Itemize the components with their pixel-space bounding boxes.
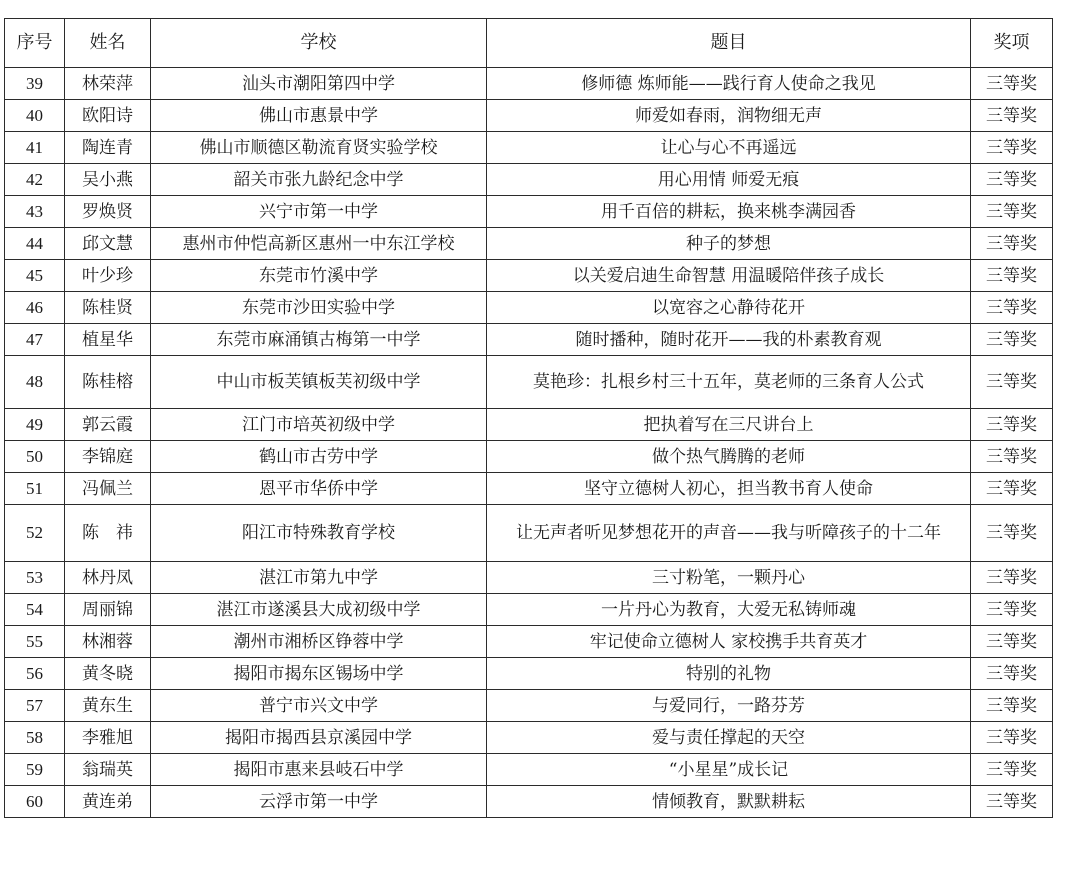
person-name: 黄连弟 — [65, 786, 151, 818]
essay-title: 让心与心不再遥远 — [487, 132, 971, 164]
table-row — [5, 658, 1053, 690]
award-level: 三等奖 — [971, 409, 1053, 441]
award-level: 三等奖 — [971, 505, 1053, 562]
table-row — [5, 722, 1053, 754]
essay-title: 与爱同行，一路芬芳 — [487, 690, 971, 722]
school-name: 汕头市潮阳第四中学 — [151, 68, 487, 100]
row-number: 47 — [5, 324, 65, 356]
school-name: 湛江市遂溪县大成初级中学 — [151, 594, 487, 626]
row-number: 39 — [5, 68, 65, 100]
school-name: 揭阳市揭东区锡场中学 — [151, 658, 487, 690]
person-name: 李锦庭 — [65, 441, 151, 473]
row-number: 60 — [5, 786, 65, 818]
school-name: 普宁市兴文中学 — [151, 690, 487, 722]
person-name: 林湘蓉 — [65, 626, 151, 658]
school-name: 阳江市特殊教育学校 — [151, 505, 487, 562]
school-name: 惠州市仲恺高新区惠州一中东江学校 — [151, 228, 487, 260]
school-name: 云浮市第一中学 — [151, 786, 487, 818]
row-number: 40 — [5, 100, 65, 132]
person-name: 林丹凤 — [65, 562, 151, 594]
award-level: 三等奖 — [971, 324, 1053, 356]
table-row — [5, 228, 1053, 260]
award-level: 三等奖 — [971, 562, 1053, 594]
school-name: 潮州市湘桥区铮蓉中学 — [151, 626, 487, 658]
person-name: 周丽锦 — [65, 594, 151, 626]
row-number: 42 — [5, 164, 65, 196]
school-name: 东莞市麻涌镇古梅第一中学 — [151, 324, 487, 356]
essay-title: 特别的礼物 — [487, 658, 971, 690]
award-level: 三等奖 — [971, 594, 1053, 626]
row-number: 54 — [5, 594, 65, 626]
table-row — [5, 324, 1053, 356]
school-name: 恩平市华侨中学 — [151, 473, 487, 505]
essay-title: 修师德 炼师能——践行育人使命之我见 — [487, 68, 971, 100]
header-name: 姓名 — [65, 19, 151, 68]
essay-title: 牢记使命立德树人 家校携手共育英才 — [487, 626, 971, 658]
award-level: 三等奖 — [971, 722, 1053, 754]
school-name: 揭阳市惠来县岐石中学 — [151, 754, 487, 786]
essay-title: “小星星”成长记 — [487, 754, 971, 786]
person-name: 罗焕贤 — [65, 196, 151, 228]
table-header-row — [5, 19, 1053, 68]
row-number: 53 — [5, 562, 65, 594]
award-level: 三等奖 — [971, 68, 1053, 100]
school-name: 揭阳市揭西县京溪园中学 — [151, 722, 487, 754]
person-name: 植星华 — [65, 324, 151, 356]
school-name: 中山市板芙镇板芙初级中学 — [151, 356, 487, 409]
table-row — [5, 132, 1053, 164]
award-list-sheet — [4, 18, 1052, 818]
header-school: 学校 — [151, 19, 487, 68]
table-row — [5, 196, 1053, 228]
person-name: 黄东生 — [65, 690, 151, 722]
row-number: 52 — [5, 505, 65, 562]
person-name: 翁瑞英 — [65, 754, 151, 786]
table-body — [5, 68, 1053, 818]
award-level: 三等奖 — [971, 164, 1053, 196]
person-name: 黄冬晓 — [65, 658, 151, 690]
award-level: 三等奖 — [971, 292, 1053, 324]
essay-title: 以宽容之心静待花开 — [487, 292, 971, 324]
person-name: 冯佩兰 — [65, 473, 151, 505]
person-name: 陈桂榕 — [65, 356, 151, 409]
table-row — [5, 690, 1053, 722]
row-number: 45 — [5, 260, 65, 292]
essay-title: 一片丹心为教育，大爱无私铸师魂 — [487, 594, 971, 626]
award-level: 三等奖 — [971, 658, 1053, 690]
award-level: 三等奖 — [971, 626, 1053, 658]
school-name: 佛山市惠景中学 — [151, 100, 487, 132]
person-name: 叶少珍 — [65, 260, 151, 292]
person-name: 邱文慧 — [65, 228, 151, 260]
school-name: 鹤山市古劳中学 — [151, 441, 487, 473]
award-level: 三等奖 — [971, 754, 1053, 786]
school-name: 江门市培英初级中学 — [151, 409, 487, 441]
person-name: 陈桂贤 — [65, 292, 151, 324]
header-no: 序号 — [5, 19, 65, 68]
table-row — [5, 754, 1053, 786]
table-row — [5, 409, 1053, 441]
row-number: 48 — [5, 356, 65, 409]
row-number: 44 — [5, 228, 65, 260]
row-number: 58 — [5, 722, 65, 754]
essay-title: 随时播种，随时花开——我的朴素教育观 — [487, 324, 971, 356]
essay-title: 让无声者听见梦想花开的声音——我与听障孩子的十二年 — [487, 505, 971, 562]
essay-title: 做个热气腾腾的老师 — [487, 441, 971, 473]
table-row — [5, 786, 1053, 818]
award-level: 三等奖 — [971, 228, 1053, 260]
table-row — [5, 68, 1053, 100]
row-number: 50 — [5, 441, 65, 473]
school-name: 湛江市第九中学 — [151, 562, 487, 594]
table-row — [5, 441, 1053, 473]
table-row — [5, 356, 1053, 409]
award-level: 三等奖 — [971, 196, 1053, 228]
row-number: 56 — [5, 658, 65, 690]
award-table — [4, 18, 1053, 818]
person-name: 李雅旭 — [65, 722, 151, 754]
school-name: 佛山市顺德区勒流育贤实验学校 — [151, 132, 487, 164]
school-name: 东莞市竹溪中学 — [151, 260, 487, 292]
award-level: 三等奖 — [971, 441, 1053, 473]
person-name: 林荣萍 — [65, 68, 151, 100]
essay-title: 爱与责任撑起的天空 — [487, 722, 971, 754]
essay-title: 莫艳珍：扎根乡村三十五年，莫老师的三条育人公式 — [487, 356, 971, 409]
table-row — [5, 505, 1053, 562]
row-number: 46 — [5, 292, 65, 324]
table-row — [5, 292, 1053, 324]
essay-title: 坚守立德树人初心，担当教书育人使命 — [487, 473, 971, 505]
row-number: 49 — [5, 409, 65, 441]
header-award: 奖项 — [971, 19, 1053, 68]
essay-title: 种子的梦想 — [487, 228, 971, 260]
award-level: 三等奖 — [971, 690, 1053, 722]
row-number: 59 — [5, 754, 65, 786]
table-row — [5, 594, 1053, 626]
table-row — [5, 473, 1053, 505]
essay-title: 用心用情 师爱无痕 — [487, 164, 971, 196]
table-row — [5, 164, 1053, 196]
essay-title: 三寸粉笔，一颗丹心 — [487, 562, 971, 594]
essay-title: 情倾教育，默默耕耘 — [487, 786, 971, 818]
award-level: 三等奖 — [971, 356, 1053, 409]
essay-title: 把执着写在三尺讲台上 — [487, 409, 971, 441]
row-number: 57 — [5, 690, 65, 722]
school-name: 兴宁市第一中学 — [151, 196, 487, 228]
award-level: 三等奖 — [971, 786, 1053, 818]
school-name: 东莞市沙田实验中学 — [151, 292, 487, 324]
person-name: 陈 祎 — [65, 505, 151, 562]
award-level: 三等奖 — [971, 132, 1053, 164]
school-name: 韶关市张九龄纪念中学 — [151, 164, 487, 196]
award-level: 三等奖 — [971, 473, 1053, 505]
table-row — [5, 260, 1053, 292]
essay-title: 用千百倍的耕耘，换来桃李满园香 — [487, 196, 971, 228]
person-name: 陶连青 — [65, 132, 151, 164]
person-name: 郭云霞 — [65, 409, 151, 441]
person-name: 欧阳诗 — [65, 100, 151, 132]
header-title: 题目 — [487, 19, 971, 68]
row-number: 55 — [5, 626, 65, 658]
award-level: 三等奖 — [971, 260, 1053, 292]
row-number: 51 — [5, 473, 65, 505]
row-number: 41 — [5, 132, 65, 164]
award-level: 三等奖 — [971, 100, 1053, 132]
table-row — [5, 626, 1053, 658]
row-number: 43 — [5, 196, 65, 228]
person-name: 吴小燕 — [65, 164, 151, 196]
table-row — [5, 562, 1053, 594]
essay-title: 师爱如春雨，润物细无声 — [487, 100, 971, 132]
table-row — [5, 100, 1053, 132]
essay-title: 以关爱启迪生命智慧 用温暖陪伴孩子成长 — [487, 260, 971, 292]
